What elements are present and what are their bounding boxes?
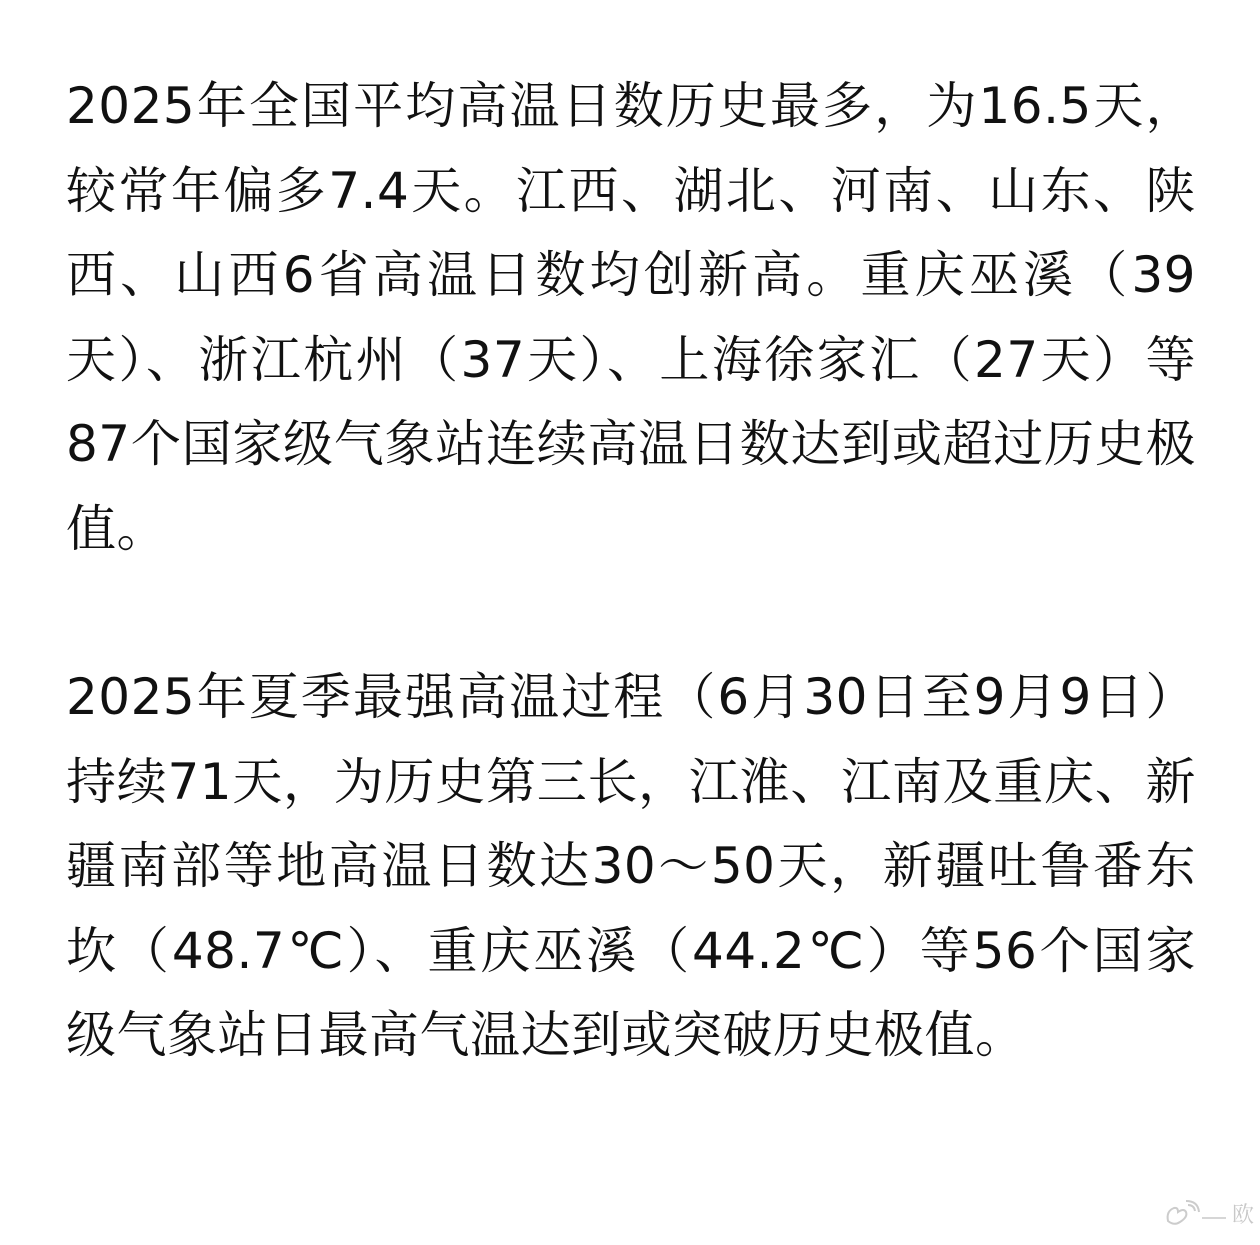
article-body [66,64,1196,1078]
paragraph-high-temp-days: 2025年全国平均高温日数历史最多，为16.5天，较常年偏多7.4天。江西、湖北、河南、山东、陕西、山西6省高温日数均创新高。重庆巫溪（39天）、浙江杭州（37天）、上海徐家汇（27天）等87个国家级气象站连续高温日数达到或超过历史极值。 [66,77,1196,558]
weibo-logo-icon [1164,1199,1228,1229]
watermark-text: 欧 [1231,1203,1254,1228]
paragraph-summer-heatwave: 2025年夏季最强高温过程（6月30日至9月9日）持续71天，为历史第三长，江淮、江南及重庆、新疆南部等地高温日数达30～50天，新疆吐鲁番东坎（48.7℃）、重庆巫溪（44.2℃）等56个国家级气象站日最高气温达到或突破历史极值。 [66,668,1196,1064]
watermark [1164,1198,1254,1229]
